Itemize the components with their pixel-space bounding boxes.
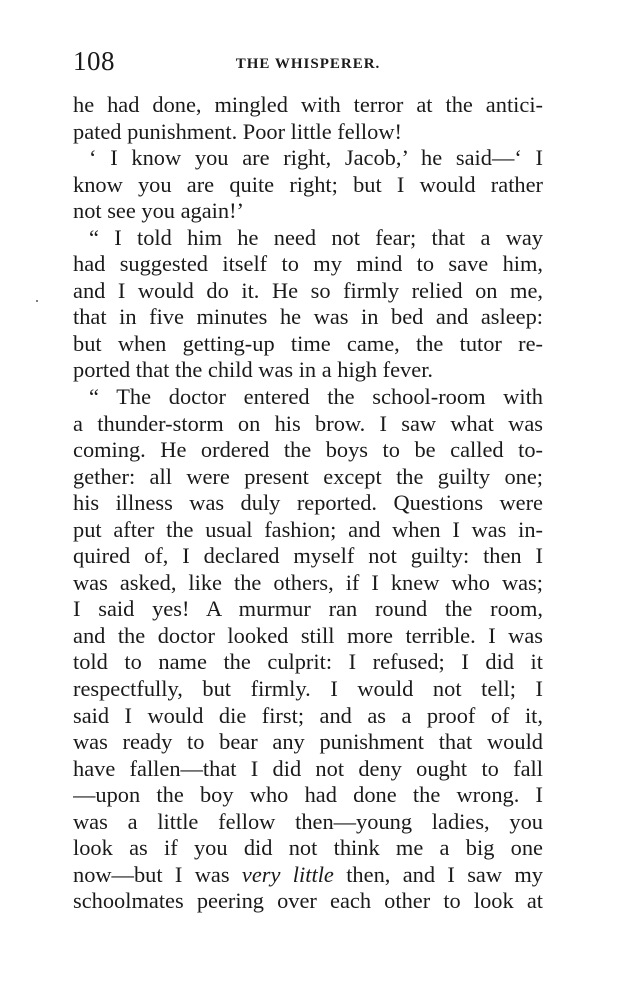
text-line: not see you again!’ [73,198,244,224]
text-line: was asked, like the others, if I knew who was; [73,569,543,595]
text-line: know you are quite right; but I would rather [73,171,543,197]
text-line: put after the usual fashion; and when I was in- [73,516,543,542]
text-line: schoolmates peering over each other to look at [73,888,543,914]
page-header [73,46,543,86]
text-line: he had done, mingled with terror at the antici- [73,92,543,117]
text-line: but when getting-up time came, the tutor re- [73,330,543,356]
text-line: coming. He ordered the boys to be called to- [73,437,543,463]
text-fragment: then, and I saw my [333,861,543,887]
text-line: and the doctor looked still more terrible. I was [73,622,543,648]
text-fragment: now—but I was [73,861,242,887]
text-line: was ready to bear any punishment that would [73,729,543,755]
text-line: and I would do it. He so firmly relied on me, [73,277,543,303]
stray-ink-mark [36,300,38,302]
text-line: ported that the child was in a high fever. [73,357,434,383]
text-line: told to name the culprit: I refused; I did it [73,649,543,675]
body-text [73,92,543,915]
text-line: said I would die first; and as a proof of it, [73,702,543,728]
text-line: had suggested itself to my mind to save him, [73,251,543,277]
text-line: quired of, I declared myself not guilty: then I [73,543,543,569]
text-line: I said yes! A murmur ran round the room, [73,596,543,622]
text-line: ‘ I know you are right, Jacob,’ he said—‘ I [89,145,543,171]
page-number: 108 [73,46,115,76]
text-line [73,862,543,889]
text-line: respectfully, but firmly. I would not tell; I [73,676,543,702]
text-line: gether: all were present except the guilty one; [73,463,543,489]
text-line: a thunder-storm on his brow. I saw what was [73,410,543,436]
text-line: that in five minutes he was in bed and asleep: [73,304,543,330]
text-line: —upon the boy who had done the wrong. I [73,782,543,808]
text-line: look as if you did not think me a big one [73,835,543,861]
text-line: “ The doctor entered the school-room with [89,384,543,410]
text-line: have fallen—that I did not deny ought to fall [73,755,543,781]
text-line: his illness was duly reported. Questions were [73,490,543,516]
running-head: THE WHISPERER. [235,56,381,72]
italic-emphasis: very little [241,861,334,887]
text-line: was a little fellow then—young ladies, you [73,808,543,834]
text-line: pated punishment. Poor little fellow! [73,118,402,144]
text-line: “ I told him he need not fear; that a way [89,224,543,250]
